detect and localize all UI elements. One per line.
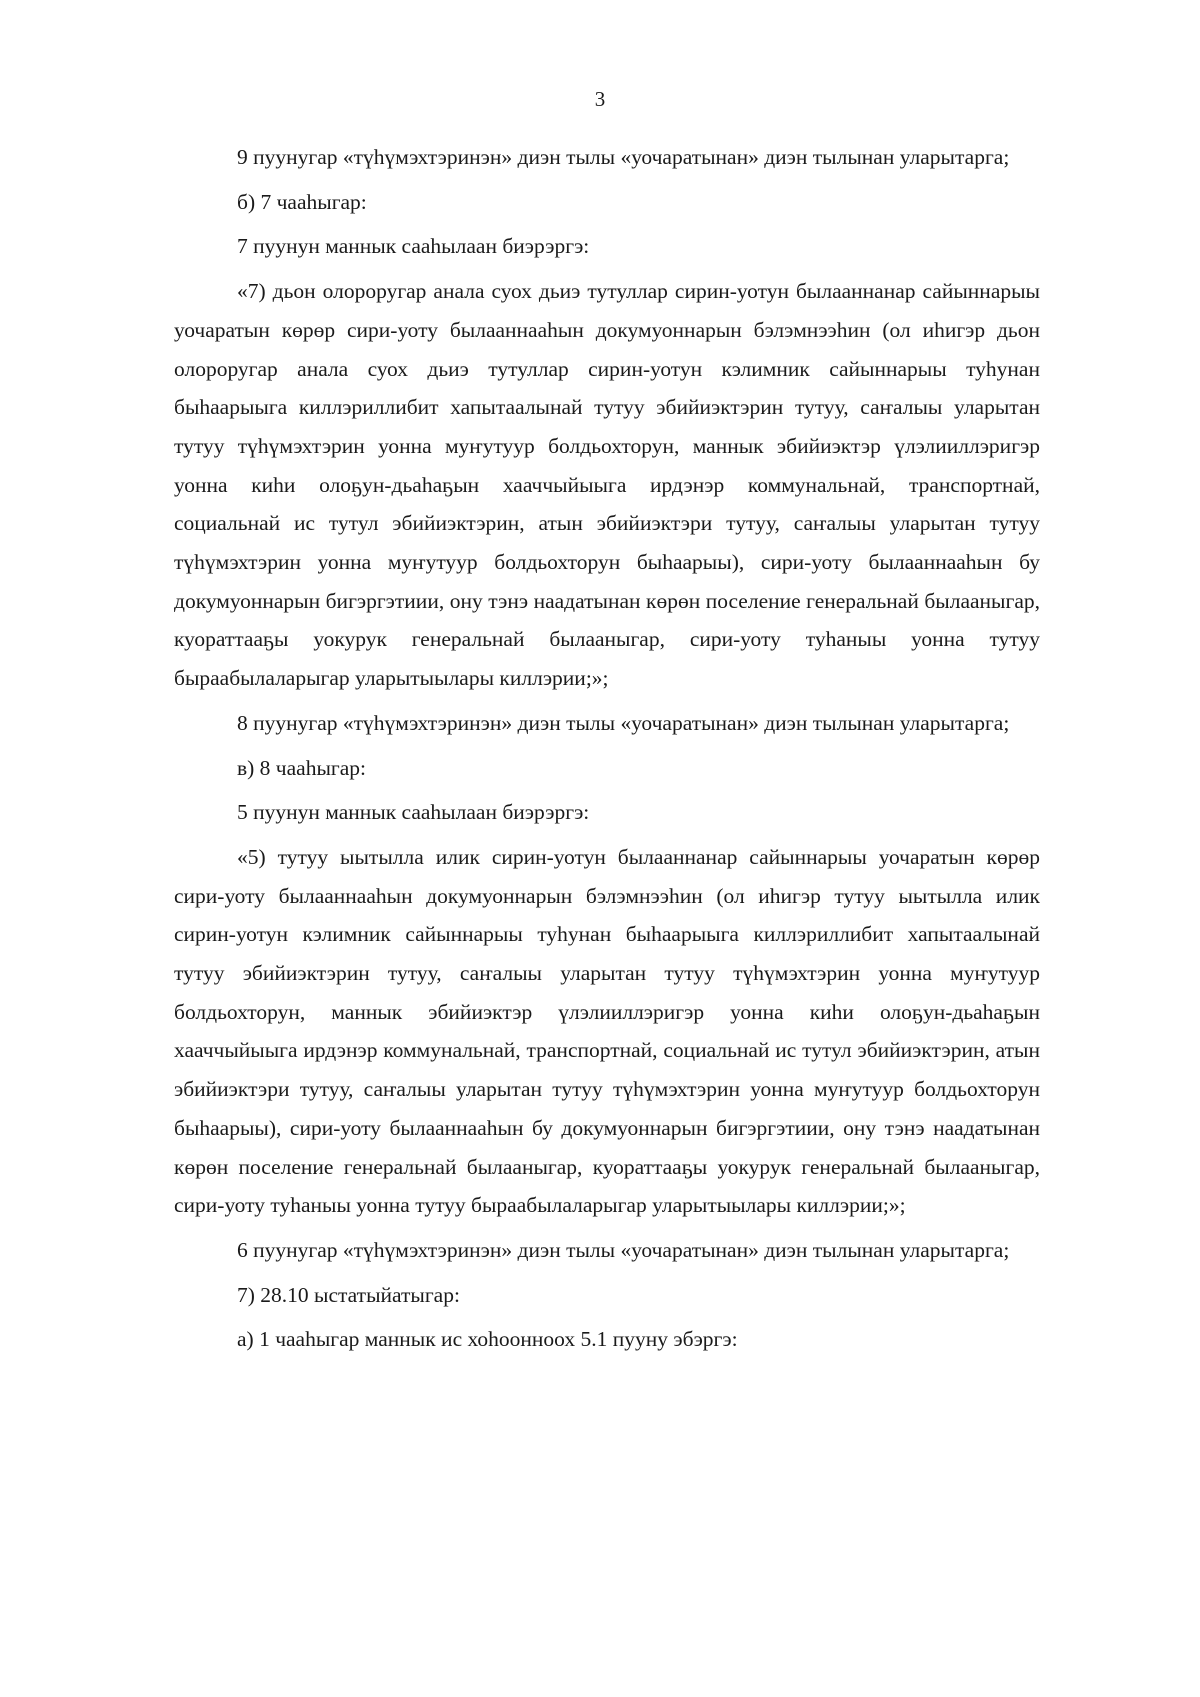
paragraph-point-7-text: «7) дьон олороругар анала суох дьиэ тутуллар сирин-уотун былааннанар сайыннарыы уочаратын көрөр сири-уоту былааннааһын докумуоннарын бэлэмнээһин (ол иһигэр дьон олороругар анала суох дьиэ тутуллар сирин-уотун кэлимник сайыннарыы туһунан быһаарыыга киллэриллибит хапытаалынай тутуу эбийиэктэрин тутуу, саҥалыы уларытан тутуу түһүмэхтэрин уонна муҥутуур болдьохторун, маннык эбийиэктэр үлэлииллэригэр уонна киһи олоҕун-дьаһаҕын хааччыйыыга ирдэнэр коммунальнай, транспортнай, социальнай ис тутул эбийиэктэрин, атын эбийиэктэри тутуу, саҥалыы уларытан тутуу түһүмэхтэрин уонна муҥутуур болдьохторун быһаарыы), сири-уоту былааннааһын бу докумуоннарын бигэргэтиии, ону тэнэ наадатынан көрөн поселение генеральнай былааныгар, куораттааҕы уокурук генеральнай былааныгар, сири-уоту туһаныы уонна тутуу быраабылаларыгар уларытыылары киллэрии;»;: [174, 279, 1040, 691]
paragraph-point-8: 8 пуунугар «түһүмэхтэринэн» диэн тылы «уочаратынан» диэн тылынан уларытарга;: [237, 710, 1010, 735]
paragraph-article-28-10: 7) 28.10 ыстатыйатыгар:: [237, 1282, 460, 1307]
page-number: 3: [594, 87, 606, 111]
paragraph-point-5-intro: 5 пуунун маннык сааһылаан биэрэргэ:: [237, 800, 590, 825]
paragraph-point-9: 9 пуунугар «түһүмэхтэринэн» диэн тылы «уочаратынан» диэн тылынан уларытарга;: [237, 145, 1010, 169]
paragraph-part-7-heading: б) 7 чааһыгар:: [237, 189, 367, 214]
paragraph-point-6: 6 пуунугар «түһүмэхтэринэн» диэн тылы «уочаратынан» диэн тылынан уларытарга;: [237, 1237, 1010, 1262]
paragraph-part-8-heading: в) 8 чааһыгар:: [237, 755, 366, 780]
paragraph-point-7-intro: 7 пуунун маннык сааһылаан биэрэргэ:: [237, 234, 590, 259]
paragraph-point-5-text: «5) тутуу ыытылла илик сирин-уотун былааннанар сайыннарыы уочаратын көрөр сири-уоту былааннааһын докумуоннарын бэлэмнээһин (ол иһигэр тутуу ыытылла илик сирин-уотун кэлимник сайыннарыы туһунан быһаарыыга киллэриллибит хапытаалынай тутуу эбийиэктэрин тутуу, саҥалыы уларытан тутуу түһүмэхтэрин уонна муҥутуур болдьохторун, маннык эбийиэктэр үлэлииллэригэр уонна киһи олоҕун-дьаһаҕын хааччыйыыга ирдэнэр коммунальнай, транспортнай, социальнай ис тутул эбийиэктэрин, атын эбийиэктэри тутуу, саҥалыы уларытан тутуу түһүмэхтэрин уонна муҥутуур болдьохторун быһаарыы), сири-уоту былааннааһын бу докумуоннарын бигэргэтиии, ону тэнэ наадатынан көрөн поселение генеральнай былааныгар, куораттааҕы уокурук генеральнай былааныгар, сири-уоту туһаныы уонна тутуу быраабылаларыгар уларытыылары киллэрии;»;: [174, 844, 1040, 1218]
paragraph-part-1-addition: а) 1 чааһыгар маннык ис хоһоонноох 5.1 пууну эбэргэ:: [237, 1327, 738, 1352]
document-body: [174, 138, 1040, 1359]
